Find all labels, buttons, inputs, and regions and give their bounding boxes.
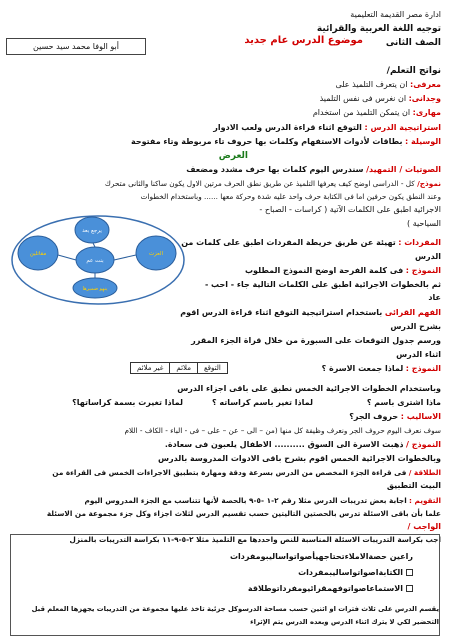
vocab-model-line [245, 266, 441, 276]
steps-question-1: ماذا اشترى باسم ؟ [366, 398, 441, 407]
footer-line5: التحضير لكي لا يترك اثناء الدرس وبعده الدرس يتم الإثراء [250, 618, 439, 626]
footer-line4: يقسم الدرس على ثلاث فترات او اثنين حسب مساحة الدرسوكل جزئية تاخذ عليها مجموعة من التدريبات يجهزها المعلم قبل [31, 605, 439, 613]
vocab-text2: الدرس [414, 252, 441, 261]
comprehension-label: الفهم القرائى [384, 308, 441, 317]
model-label: نموذج/ [417, 179, 441, 188]
skill-label: مهارى: [412, 108, 441, 117]
outcomes-heading: نواتج التعلم/ [386, 66, 441, 76]
footer-line3: الاستماعاصواتوفهمقرائيومفرداتوطلاقة [248, 584, 413, 594]
model-text: كل - الدراسى اوضح كيف يعرفها التلميذ عن طريق نطق الحرف مرتين الاول يكون ساكنا والثانى متحرك [104, 179, 415, 188]
checkbox-icon [406, 585, 413, 592]
footer-line1: راعين حصةالاملاءتحتاجهيأصواتواساليبومفردات [230, 552, 413, 561]
comprehension-text3: ورسم جدول التوقعات على السبورة من خلال قراة الجزء المقرر [191, 336, 441, 345]
vocab-line1 [181, 238, 441, 248]
outcome-affective [320, 94, 441, 104]
comprehension-text1: باستخدام استراتيجية التوقع اثناء قراءة الدرس اقوم [180, 308, 383, 317]
means-line [131, 137, 441, 147]
map-node-mid-left: محمد [62, 241, 74, 246]
expectations-table [130, 362, 228, 374]
affective-text: ان نغرس فى نفس التلميذ [319, 94, 407, 103]
fluency-line1 [52, 468, 441, 478]
assessment-line1 [85, 496, 441, 506]
checkbox-icon [406, 569, 413, 576]
lesson-topic: موضوع الدرس عام جديد [244, 35, 363, 46]
homework-text: اجب بكراسة التدريبات الاسئلة المناسبة للنص واحددها مع التلميذ مثلا ٢-٥-٩-١١ بكراسة التدريبات بالمنزل [69, 535, 441, 544]
assessment-label: التقويم : [409, 496, 441, 505]
styles-model-text: ذهبت الاسرة الى السوق .......... الاطفال يلعبون فى سعادة. [164, 440, 404, 449]
styles-line1 [349, 412, 441, 422]
comprehension-model-text: لماذا جمعت الاسرة ؟ [321, 364, 404, 373]
phonetics-line [186, 165, 441, 175]
steps-question-3: لماذا تغيرت بسمة كراساتها؟ [72, 398, 183, 407]
model-line [105, 179, 441, 189]
styles-model-label: النموذج / [406, 440, 441, 449]
map-node-center: بنت عم [86, 258, 104, 264]
vocab-text3: ثم بالخطوات الاجرائية اطبق على الكلمات التالية جاء - احب - [204, 280, 441, 289]
map-node-left: مقاتلين [29, 251, 47, 257]
phonetics-label: الصوتيات / التمهيد/ [366, 165, 441, 174]
styles-label: الاساليب : [400, 412, 441, 421]
vocab-model-text: فى كلمة الفرحة اوضح النموذج المطلوب [245, 266, 404, 275]
map-node-top: يرجع بعد [82, 228, 102, 234]
phonetics-text: سندرس اليوم كلمات بها حرف مشدد ومضعف [186, 165, 364, 174]
presentation-line3: وعند النطق يكون حرفين اما فى الكتابة حرف واحد عليه شدة وحركة معها ...... وباستخدام الخطوات [140, 192, 441, 201]
presentation-line4: الاجرائية اطبق على الكلمات الآتية ( كراسات - الصباح - [259, 205, 441, 214]
assessment-line2: علما بأن باقى الاسئلة تدرس بالحصتين التاليتين حسب تقسيم الدرس لثلاث اجزاء وكل جزء مجموعة من الاسئلة [46, 509, 441, 518]
admin-label: ادارة مصر القديمة التعليمية [350, 10, 441, 19]
styles-model-line [165, 440, 441, 450]
strategy-label: استراتيجية الدرس : [364, 123, 441, 132]
styles-text: حروف الجر؟ [349, 412, 399, 421]
comprehension-line1 [180, 308, 441, 318]
fluency-line2: البيت التطبيق [386, 481, 441, 490]
table-header-suitable: ملائم [170, 363, 198, 374]
fluency-label: الطلاقة / [408, 468, 441, 477]
styles-line4: وبالخطوات الاجرائية الخمس اقوم بشرح باقى الادوات المدروسة بالدرس [157, 454, 441, 463]
presentation-heading: العرض [218, 151, 248, 161]
cognitive-text: ان يتعرف التلميذ على [335, 80, 408, 89]
comprehension-text2: بشرح الدرس [390, 322, 441, 331]
affective-label: وجدانى: [408, 94, 441, 103]
concept-map [10, 208, 185, 310]
vocab-text4: عاد [428, 293, 441, 302]
outcome-skill [313, 108, 441, 118]
map-node-bottom: ينهو ضميرها [82, 286, 108, 292]
comprehension-model-label: النموذج : [405, 364, 441, 373]
comprehension-model-line [322, 364, 441, 374]
cognitive-label: معرفى: [410, 80, 441, 89]
outcome-cognitive [335, 80, 441, 90]
table-header-unsuitable: غير ملائم [131, 363, 170, 374]
footer-line2: الكتابةاصواتواساليبمفردات [298, 568, 413, 578]
teacher-name-box: أبو الوفا محمد سيد حسين [6, 38, 146, 55]
assessment-text: اجابة بعض تدريبات الدرس مثلا رقم ٢-١ -٥-٩ بالحصة لأنها تتناسب مع الجزء المدروس اليوم [84, 496, 407, 505]
skill-text: ان يتمكن التلميذ من استخدام [312, 108, 411, 117]
steps-line1: وباستخدام الخطوات الاجرائية الخمس نطبق على باقى اجزاء الدرس [177, 384, 441, 393]
vocab-model-label: النموذج : [405, 266, 441, 275]
steps-question-2: لماذا تغير باسم كراساته ؟ [211, 398, 313, 407]
styles-line2: سوف نعرف اليوم حروف الجر ونعرف وظيفة كل منها (من – الى – عن – على – فى - الباء - الكاف - اللام [124, 426, 441, 435]
strategy-text: التوقع اثناء قراءة الدرس ولعب الادوار [213, 123, 362, 132]
table-header-expectation: التوقع [197, 363, 227, 374]
fluency-text: فى قراءة الجزء المخصص من الدرس بسرعة ودقة ومهارة بتطبيق الاجراءات الخمس فى القراءة من [52, 468, 407, 477]
supervision-label: توجيه اللغة العربية والقرائية [316, 24, 441, 34]
grade-label: الصف الثانى [385, 38, 441, 48]
vocab-text1: تهيئة عن طريق خريطة المفردات اطبق على كلمات من [181, 238, 396, 247]
strategy-line [213, 123, 441, 133]
comprehension-text4: اثناء الدرس [396, 350, 441, 359]
vocab-label: المفردات : [398, 238, 441, 247]
homework-label-line [408, 522, 441, 532]
presentation-line5: السياحية ) [407, 219, 441, 228]
means-label: الوسيلة : [405, 137, 441, 146]
means-text: بطاقات لأدوات الاستفهام وكلمات بها حروف تاء مربوطة وتاء مفتوحة [131, 137, 403, 146]
map-node-right: العزت [148, 251, 164, 257]
homework-label: الواجب / [407, 522, 441, 531]
